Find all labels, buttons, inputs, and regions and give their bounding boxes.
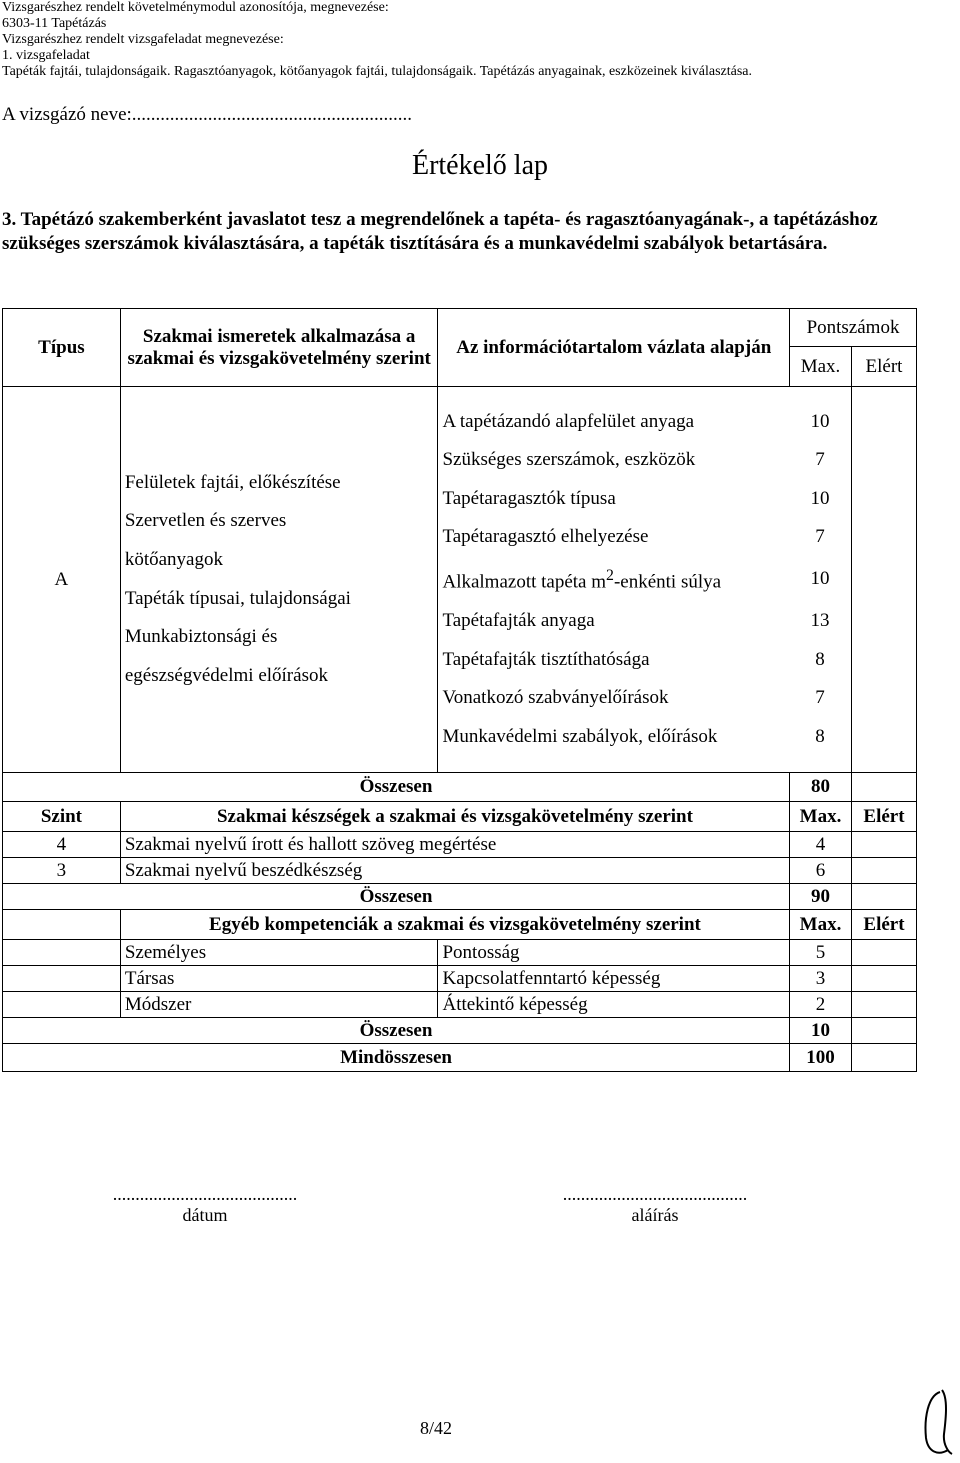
knowledge-line: Felületek fajtái, előkészítése [124,471,341,493]
signature-label: aláírás [631,1205,679,1225]
list-item [442,641,847,680]
page-number: 8/42 [420,1418,453,1438]
table-row [3,940,917,966]
header-max: Max. [790,910,852,940]
header-line: Vizsgarészhez rendelt vizsgafeladat megnevezése: [2,32,284,47]
knowledge-line: egészségvédelmi előírások [124,664,328,686]
knowledge-line: Szervetlen és szerves [124,510,287,532]
item-text: Vonatkozó szabványelőírások [442,687,669,709]
signature-dots: ......................................... [562,1184,748,1204]
sum-value: 90 [790,884,852,910]
header-level: Szint [3,802,121,832]
evaluation-table [2,308,917,1072]
sum-label: Összesen [3,773,790,802]
list-item [442,679,847,718]
candidate-name-line: A vizsgázó neve:........................................................... [2,104,413,125]
item-text-a: Alkalmazott tapéta m [442,571,607,593]
other-max: 3 [790,966,852,992]
header-got: Elért [852,802,917,832]
superscript: 2 [606,567,614,585]
table-row [3,858,917,884]
other-got [852,940,917,966]
list-item [442,718,847,757]
list-item [442,441,847,480]
sum-label: Összesen [3,1018,790,1044]
item-max: 10 [810,410,830,432]
other-max: 2 [790,992,852,1018]
document-header [2,0,752,80]
task-description: 3. Tapétázó szakemberként javaslatot tesz a megrendelőnek a tapéta- és ragasztóanyagának-, a tapétázáshoz szükséges szerszámok kiválasztására, a tapéták tisztítására és a munkavédelmi szabályok betartására. [2,209,878,254]
date-field [80,1184,330,1226]
item-max: 10 [810,568,830,590]
header-other: Egyéb kompetenciák a szakmai és vizsgakövetelmény szerint [120,910,789,940]
list-item [442,403,847,442]
sum-got [852,1018,917,1044]
item-text: Szükséges szerszámok, eszközök [442,449,696,471]
skill-got [852,832,917,858]
item-text [442,557,793,602]
other-got [852,966,917,992]
knowledge-line: Munkabiztonsági és [124,626,278,648]
item-text: Tapétaragasztók típusa [442,487,616,509]
skill-level: 4 [3,832,121,858]
skill-got [852,858,917,884]
knowledge-cell [120,387,438,773]
sum-value: 80 [790,773,852,802]
table-row [3,966,917,992]
date-dots: ......................................... [112,1184,298,1204]
table-row [3,992,917,1018]
blank-cell [3,940,121,966]
list-item [442,557,847,602]
sum-got [852,884,917,910]
signature-field [530,1184,780,1226]
sum-got [852,773,917,802]
header-points: Pontszámok [790,309,917,347]
total-got [852,1044,917,1072]
header-knowledge: Szakmai ismeretek alkalmazása a szakmai és vizsgakövetelmény szerint [120,309,438,387]
header-max: Max. [790,802,852,832]
other-category: Módszer [120,992,438,1018]
knowledge-line: kötőanyagok [124,548,223,570]
item-text: Tapétafajták anyaga [442,609,595,631]
total-value: 100 [790,1044,852,1072]
knowledge-line: Tapéták típusai, tulajdonságai [124,587,351,609]
sum-label: Összesen [3,884,790,910]
item-max: 7 [815,687,825,709]
list-item [442,518,847,557]
item-text: Tapétaragasztó elhelyezése [442,526,649,548]
date-label: dátum [182,1205,228,1225]
header-got: Elért [852,347,917,387]
other-text: Áttekintő képesség [438,992,790,1018]
item-text: A tapétázandó alapfelület anyaga [442,410,695,432]
blank-cell [3,966,121,992]
other-got [852,992,917,1018]
header-type: Típus [3,309,121,387]
type-cell: A [3,387,121,773]
item-max: 7 [815,526,825,548]
sum-value: 10 [790,1018,852,1044]
header-line: Vizsgarészhez rendelt követelménymodul azonosítója, megnevezése: [2,0,389,15]
list-item [442,602,847,641]
skill-text: Szakmai nyelvű beszédkészség [120,858,789,884]
other-category: Társas [120,966,438,992]
blank-cell [3,910,121,940]
skill-text: Szakmai nyelvű írott és hallott szöveg megértése [120,832,789,858]
item-max: 7 [815,449,825,471]
other-text: Pontosság [438,940,790,966]
item-text-b: -enkénti súlya [613,571,722,593]
table-row [3,832,917,858]
item-text: Munkavédelmi szabályok, előírások [442,725,718,747]
page-title: Értékelő lap [411,150,549,181]
header-line: 1. vizsgafeladat [2,48,90,63]
header-max: Max. [790,347,852,387]
header-skills: Szakmai készségek a szakmai és vizsgakövetelmény szerint [120,802,789,832]
header-info: Az információtartalom vázlata alapján [438,309,790,387]
items-list [442,403,847,757]
item-max: 8 [815,648,825,670]
total-label: Mindösszesen [3,1044,790,1072]
item-max: 13 [810,609,830,631]
initials-signature-icon [918,1388,956,1460]
item-max: 8 [815,725,825,747]
item-max: 10 [810,487,830,509]
other-max: 5 [790,940,852,966]
header-line: 6303-11 Tapétázás [2,16,107,31]
got-cell [852,387,917,773]
skill-max: 4 [790,832,852,858]
header-line: Tapéták fajtái, tulajdonságaik. Ragasztóanyagok, kötőanyagok fajtái, tulajdonságaik. Tapétázás anyagainak, eszközeinek kiválasztása. [2,64,752,79]
skill-level: 3 [3,858,121,884]
skill-max: 6 [790,858,852,884]
list-item [442,480,847,519]
other-text: Kapcsolatfenntartó képesség [438,966,790,992]
item-text: Tapétafajták tisztíthatósága [442,648,650,670]
blank-cell [3,992,121,1018]
other-category: Személyes [120,940,438,966]
header-got: Elért [852,910,917,940]
